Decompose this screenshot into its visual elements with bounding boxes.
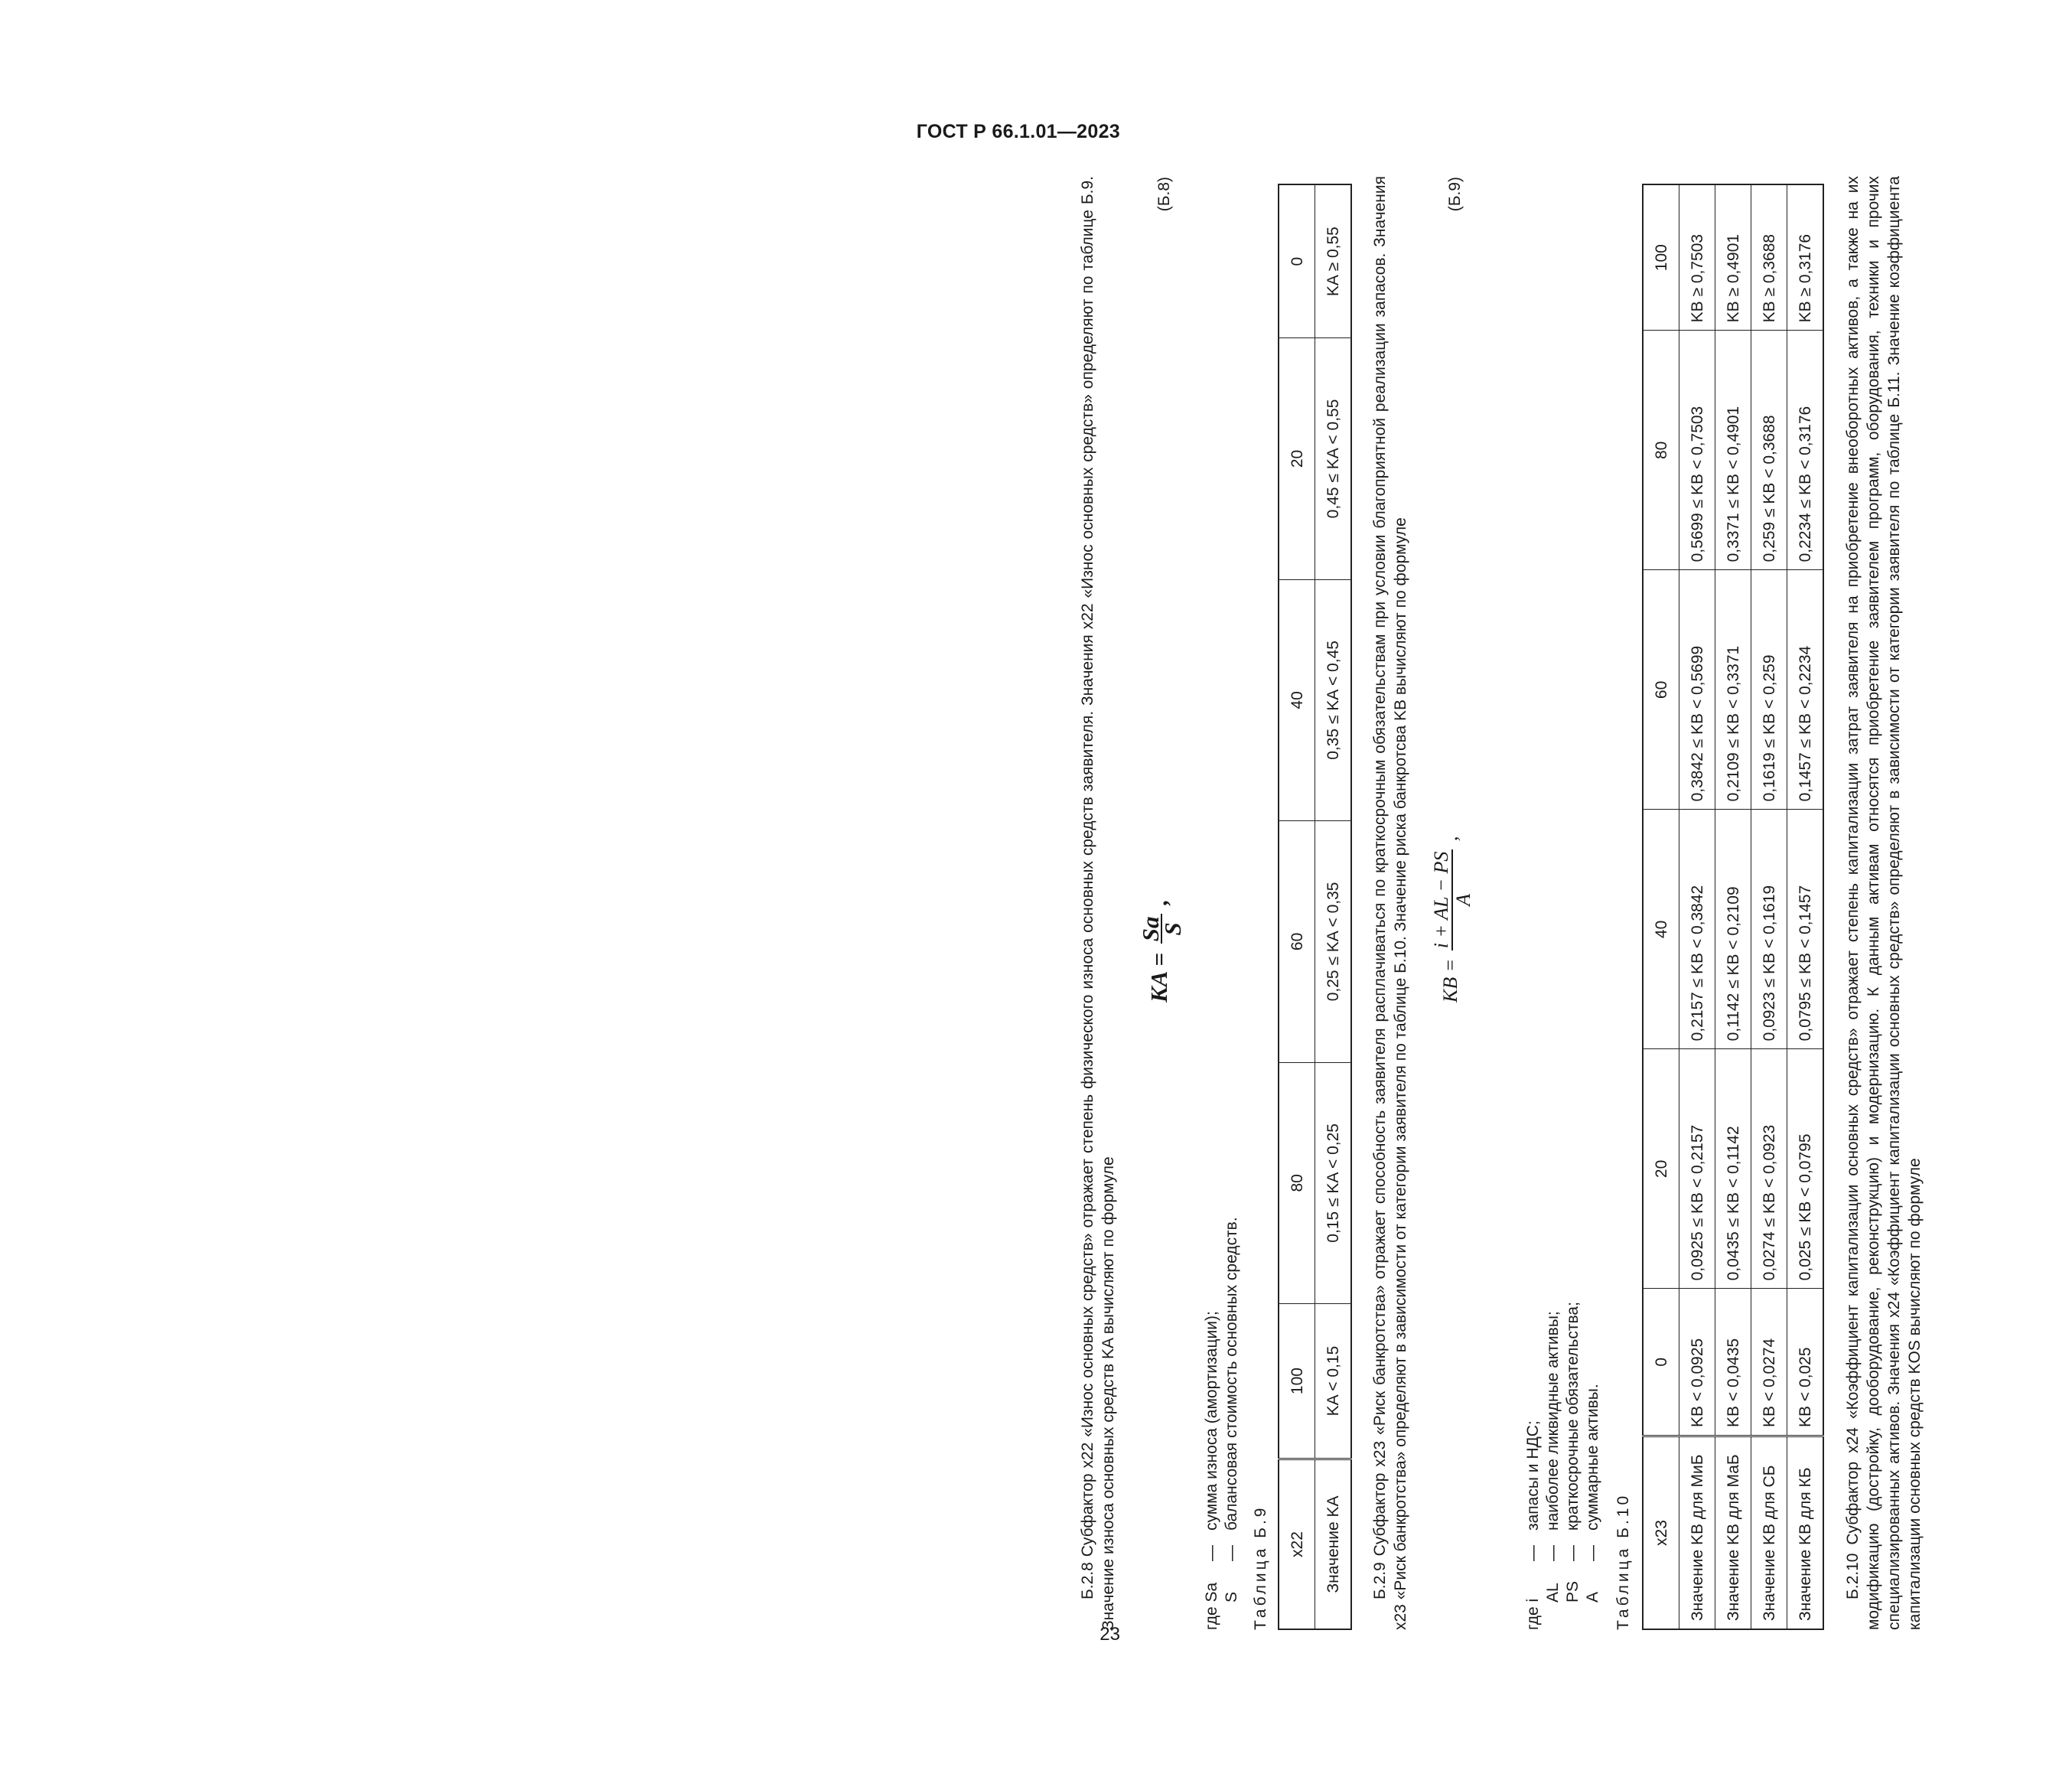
table-cell: 0,259 ≤ KB < 0,3688 (1751, 331, 1787, 570)
where-list-b8 (1201, 1217, 1241, 1630)
table-header-cell: 0 (1279, 184, 1315, 338)
table-cell: 0,1619 ≤ KB < 0,259 (1751, 570, 1787, 810)
table-cell: KB ≥ 0,7503 (1679, 184, 1715, 331)
table-row (1279, 184, 1315, 1629)
table-cell: KB ≥ 0,3688 (1751, 184, 1787, 331)
page-number: 23 (1100, 1624, 1120, 1645)
table-row (1679, 184, 1715, 1629)
paragraph-b28: Б.2.8 Субфактор x22 «Износ основных средств» отражает степень физического износа основных средств заявителя. Значения x22 «Износ основных средств» определяют по таблице Б.9. Значение износа основных средств KA вычисляют по формуле (1079, 176, 1117, 1630)
table-header-cell: 20 (1279, 338, 1315, 579)
table-cell: 0,2234 ≤ KB < 0,3176 (1787, 331, 1824, 570)
table-cell: Значение KB для СБ (1751, 1436, 1787, 1630)
equation-number-b9: (Б.9) (1446, 177, 1464, 212)
table-header-cell: x23 (1643, 1436, 1679, 1630)
table-cell: 0,0795 ≤ KB < 0,1457 (1787, 810, 1824, 1049)
table-b10 (1642, 184, 1824, 1630)
where-list-b9 (1523, 1302, 1602, 1630)
formula-b9: KB = i + AL − PS A , (1430, 836, 1474, 1003)
table-header-cell: 80 (1279, 1062, 1315, 1303)
where-item: S — балансовая стоимость основных средств. (1223, 1217, 1240, 1603)
table-cell: 0,15 ≤ KA < 0,25 (1315, 1062, 1352, 1303)
where-item: AL — наиболее ликвидные активы; (1544, 1311, 1562, 1603)
table-header-cell: 40 (1643, 810, 1679, 1049)
table-cell: 0,45 ≤ KA < 0,55 (1315, 338, 1352, 579)
table-cell: KB < 0,0925 (1679, 1289, 1715, 1436)
table-cell: KA < 0,15 (1315, 1304, 1352, 1459)
table-row (1787, 184, 1824, 1629)
table-cell: KA ≥ 0,55 (1315, 184, 1352, 338)
table-cell: Значение KB для МаБ (1715, 1436, 1751, 1630)
table-row (1715, 184, 1751, 1629)
paragraph-b210: Б.2.10 Субфактор x24 «Коэффициент капитализации основных средств» отражает степень капитализации затрат заявителя на приобретение внеоборотных активов, а также на их модификацию (достройку, дооборудование, реконструкцию) и модернизацию. К данным активам относятся приобретение заявителем программ, оборудования, техники и прочих специализированных активов. Значения x24 «Коэффициент капитализации основных средств» определяют в зависимости от категории заявителя по таблице Б.11. Значение коэффициента капитализации основных средств KOS вычисляют по формуле (1844, 176, 1924, 1630)
table-cell: Значение KA (1315, 1459, 1352, 1630)
table-cell: 0,35 ≤ KA < 0,45 (1315, 579, 1352, 820)
table-cell: KB < 0,0435 (1715, 1289, 1751, 1436)
table-cell: 0,0435 ≤ KB < 0,1142 (1715, 1049, 1751, 1289)
table-b9 (1278, 184, 1352, 1630)
table-cell: Значение KB для КБ (1787, 1436, 1824, 1630)
table-header-cell: 60 (1643, 570, 1679, 810)
table-header-cell: 40 (1279, 579, 1315, 820)
table-cell: 0,2157 ≤ KB < 0,3842 (1679, 810, 1715, 1049)
table-header-cell: 20 (1643, 1049, 1679, 1289)
table-cell: KB ≥ 0,4901 (1715, 184, 1751, 331)
table-cell: 0,3842 ≤ KB < 0,5699 (1679, 570, 1715, 810)
table-row (1315, 184, 1352, 1629)
table-cell: 0,3371 ≤ KB < 0,4901 (1715, 331, 1751, 570)
table-cell: Значение KB для МиБ (1679, 1436, 1715, 1630)
table-b9-caption: Таблица Б.9 (1252, 1505, 1269, 1630)
table-row (1643, 184, 1679, 1629)
paragraph-b29: Б.2.9 Субфактор x23 «Риск банкротства» отражает способность заявителя расплачиваться по краткосрочным обязательствам при условии благоприятной реализации запасов. Значения x23 «Риск банкротства» определяют в зависимости от категории заявителя по таблице Б.10. Значение риска банкротсва KB вычисляют по формуле (1371, 176, 1409, 1630)
equation-number-b8: (Б.8) (1155, 177, 1173, 212)
where-item: PS — краткосрочные обязательства; (1564, 1302, 1582, 1603)
where-item: A — суммарные активы. (1584, 1384, 1601, 1603)
table-cell: 0,0274 ≤ KB < 0,0923 (1751, 1049, 1787, 1289)
table-cell: 0,25 ≤ KA < 0,35 (1315, 821, 1352, 1062)
table-cell: 0,1457 ≤ KB < 0,2234 (1787, 570, 1824, 810)
table-cell: 0,5699 ≤ KB < 0,7503 (1679, 331, 1715, 570)
table-row (1751, 184, 1787, 1629)
rotated-page-content (1077, 172, 2072, 1630)
where-item: где Sa — сумма износа (амортизации); (1203, 1311, 1220, 1630)
table-cell: 0,0925 ≤ KB < 0,2157 (1679, 1049, 1715, 1289)
table-cell: 0,1142 ≤ KB < 0,2109 (1715, 810, 1751, 1049)
table-cell: 0,025 ≤ KB < 0,0795 (1787, 1049, 1824, 1289)
table-cell: KB ≥ 0,3176 (1787, 184, 1824, 331)
table-cell: KB < 0,0274 (1751, 1289, 1787, 1436)
table-b10-caption: Таблица Б.10 (1614, 1492, 1632, 1630)
where-item: где i — запасы и НДС; (1524, 1420, 1542, 1630)
table-header-cell: 100 (1279, 1304, 1315, 1459)
table-header-cell: 0 (1643, 1289, 1679, 1436)
document-code: ГОСТ Р 66.1.01—2023 (916, 121, 1120, 142)
table-header-cell: 100 (1643, 184, 1679, 331)
table-header-cell: x22 (1279, 1459, 1315, 1630)
table-cell: KB < 0,025 (1787, 1289, 1824, 1436)
formula-b8: KA = Sa S , (1137, 898, 1186, 1003)
table-cell: 0,2109 ≤ KB < 0,3371 (1715, 570, 1751, 810)
table-header-cell: 60 (1279, 821, 1315, 1062)
table-header-cell: 80 (1643, 331, 1679, 570)
table-cell: 0,0923 ≤ KB < 0,1619 (1751, 810, 1787, 1049)
